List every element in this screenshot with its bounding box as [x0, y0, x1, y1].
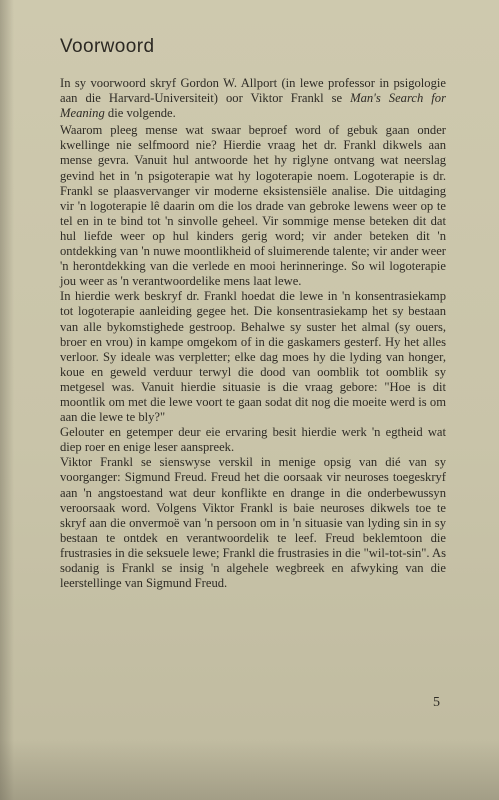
- paragraph-logotherapy: Waarom pleeg mense wat swaar beproef word of gebuk gaan onder kwellinge nie selfmoord nie? Hierdie vraag het dr. Frankl dikwels aan mense gevra. Vanuit hul antwoorde het hy riglyne ontvang wat neerslag gevind het in 'n psigoterapie wat hy logoterapie noem. Logoterapie is dr. Frankl se plaasvervanger vir moderne eksistensiële analise. Die uitdaging vir 'n logoterapie lê daarin om die los drade van gebroke lewens weer op te tel en in te bind tot 'n sinvolle geheel. Vir sommige mense beteken dit dat hul liefde weer op hul kinders gerig word; vir ander beteken dit 'n ontdekking van 'n nuwe moontlikheid of sluimerende talente; vir ander weer 'n herontdekking van die verlede en mooi herinneringe. So wil logoterapie jou weer as 'n verantwoordelike mens laat lewe.: [60, 123, 446, 289]
- intro-text-before: In sy voorwoord skryf Gordon W. Allport (in lewe professor in psigologie aan die Harvard-Universiteit) oor Viktor Frankl se: [60, 76, 446, 106]
- paragraph-concentration-camp: In hierdie werk beskryf dr. Frankl hoedat die lewe in 'n konsentrasiekamp tot logoterapie aanleiding gegee het. Die konsentrasiekamp het sy bestaan van alle bykomstighede gestroop. Behalwe sy suster het almal (sy ouers, broer en vrou) in kampe omgekom of in die gaskamers gesterf. Hy het alles verloor. Sy ideale was verpletter; elke dag moes hy die lyding van honger, koue en geweld verduur terwyl die dood van oomblik tot oomblik sy metgesel was. Vanuit hierdie situasie is die vraag gebore: "Hoe is dit moontlik om met die lewe voort te gaan sodat dit nog die moeite werd is om aan die lewe te bly?": [60, 289, 446, 425]
- page-title: Voorwoord: [60, 36, 155, 57]
- page-edge-shadow: [0, 0, 14, 800]
- intro-text-after: die volgende.: [104, 106, 176, 121]
- paragraph-freud-comparison: Viktor Frankl se sienswyse verskil in menige opsig van dié van sy voorganger: Sigmund Freud. Freud het die oorsaak vir neuroses toegeskryf aan 'n angstoestand wat deur konflikte en drange in die onderbewussyn veroorsaak word. Volgens Viktor Frankl is baie neuroses dikwels toe te skryf aan die onvermoë van 'n persoon om in 'n situasie van lyding sin in sy bestaan te ontdek en verantwoordelik te leef. Freud beklemtoon die frustrasies in die seksuele lewe; Frankl die frustrasies in die "wil-tot-sin". As sodanig is Frankl se insig 'n algehele wegbreek en afwyking van die leerstellinge van Sigmund Freud.: [60, 455, 446, 591]
- intro-paragraph: [60, 76, 446, 121]
- body-text: [60, 76, 446, 591]
- paragraph-authenticity: Gelouter en getemper deur eie ervaring besit hierdie werk 'n egtheid wat diep roer en enige leser aanspreek.: [60, 425, 446, 455]
- page-number: 5: [433, 695, 440, 710]
- page-bottom-shadow: [0, 740, 499, 800]
- book-title: Man's Search for Meaning: [60, 91, 446, 121]
